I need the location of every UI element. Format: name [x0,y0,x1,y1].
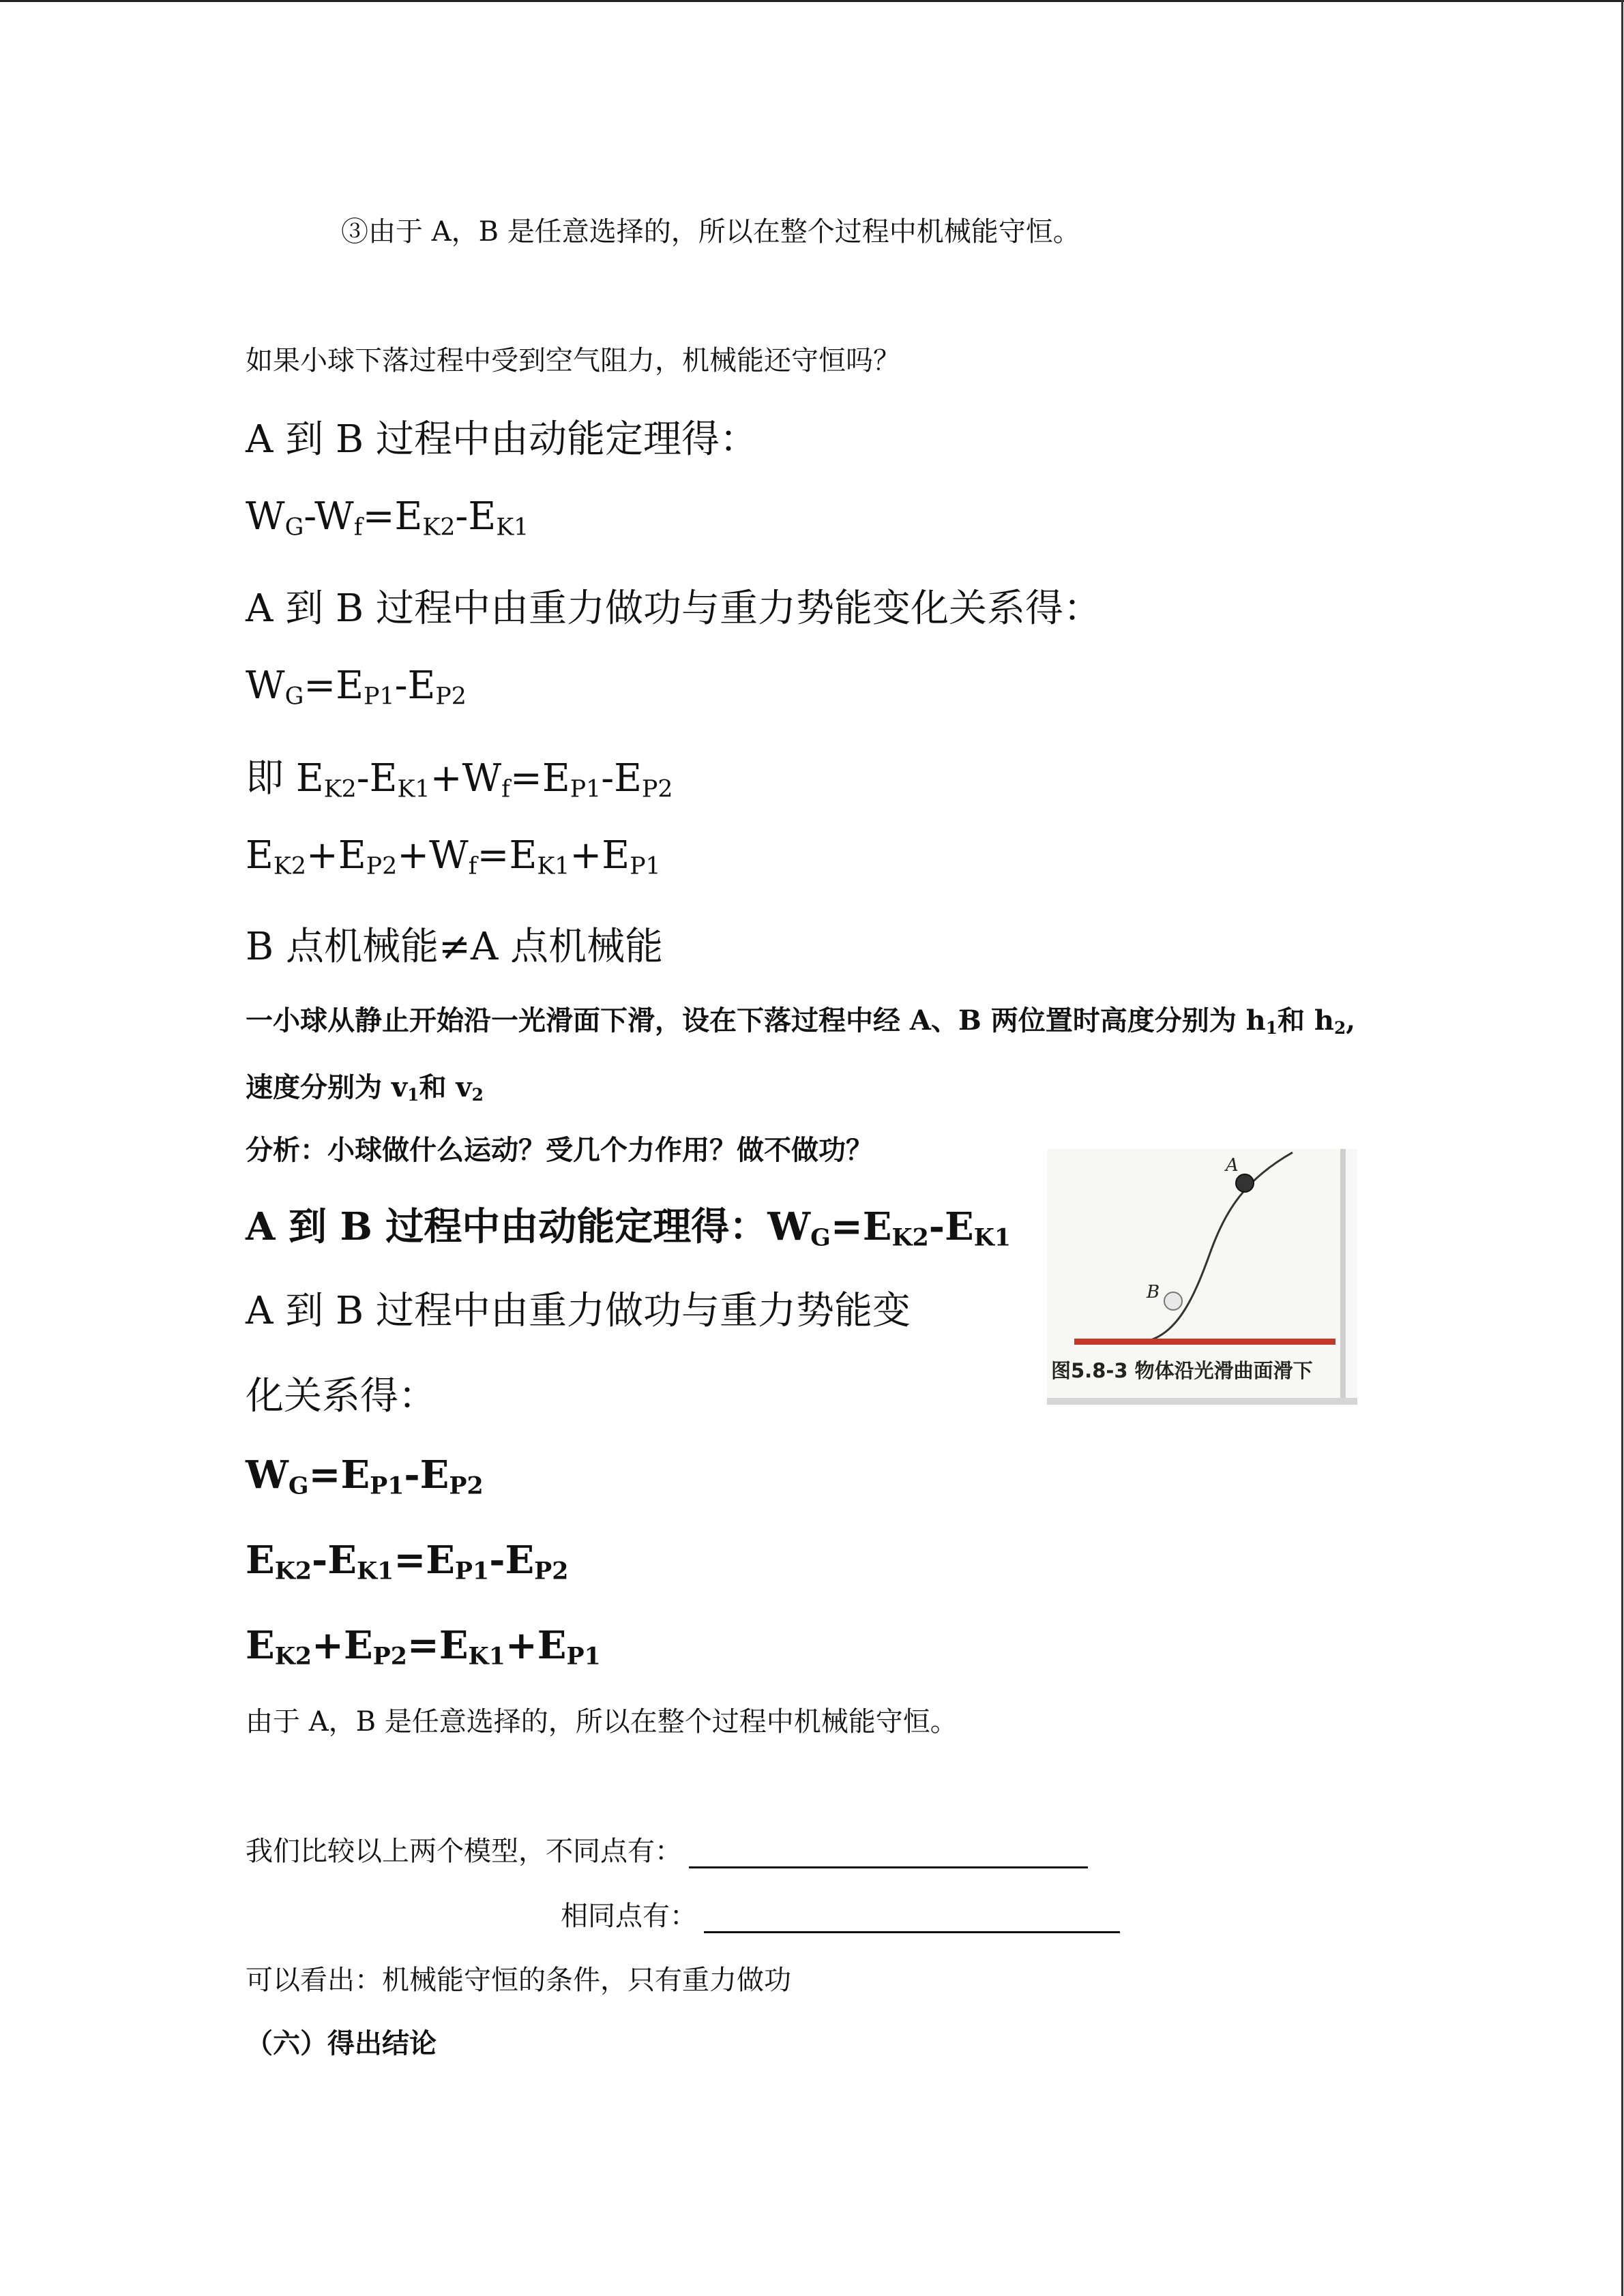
text-analysis: 分析：小球做什么运动？受几个力作用？做不做功？ [246,1134,873,1166]
equation-work-energy: $W_G-W_f=E_{K2}-E_{K1}$ [246,494,529,541]
equation-conservation-bold: $E_{K2}+E_{P2}=E_{K1}+E_{P1}$ [246,1623,601,1671]
ground-surface [1074,1339,1335,1345]
figure-label-a: A [1226,1155,1239,1176]
similarities-blank[interactable] [704,1904,1120,1933]
figure-label-b: B [1147,1282,1160,1302]
text-gravity-relation-2b: 化关系得： [246,1374,437,1418]
text-step3: ③由于 A，B 是任意选择的，所以在整个过程中机械能守恒。 [341,216,1080,248]
text-air-resistance-question: 如果小球下落过程中受到空气阻力，机械能还守恒吗？ [246,345,900,376]
equation-gravity-work: $W_G=E_{P1}-E_{P2}$ [246,664,467,711]
text-slide-problem-1: 一小球从静止开始沿一光滑面下滑，设在下落过程中经 A、B 两位置时高度分别为 $h_1$和 $h_2$, [246,1004,1356,1039]
text-mechanical-energy-not-equal: B 点机械能≠A 点机械能 [246,925,664,969]
figure-frame-bottom [1047,1398,1357,1405]
ball-b-icon [1164,1292,1182,1310]
figure-caption: 图5.8-3 物体沿光滑曲面滑下 [1051,1359,1313,1382]
equation-gravity-work-bold: $W_G=E_{P1}-E_{P2}$ [246,1452,484,1500]
text-compare-similarities: 相同点有： [561,1894,1120,1933]
text-kinetic-theorem-bold: A 到 B 过程中由动能定理得：$W_G=E_{K2}-E_{K1}$ [246,1204,1012,1252]
text-kinetic-theorem: A 到 B 过程中由动能定理得： [246,417,758,462]
ball-a-icon [1236,1174,1254,1192]
text-conclusion-any-choice: 由于 A，B 是任意选择的，所以在整个过程中机械能守恒。 [246,1706,958,1738]
text-compare-differences: 我们比较以上两个模型，不同点有： [246,1830,1088,1868]
text-gravity-relation: A 到 B 过程中由重力做功与重力势能变化关系得： [246,586,1102,631]
text-conservation-condition: 可以看出：机械能守恒的条件，只有重力做功 [246,1965,791,1996]
equation-energy-change-bold: $E_{K2}-E_{K1}=E_{P1}-E_{P2}$ [246,1538,569,1585]
equation-combined: 即 $E_{K2}-E_{K1}+W_f=E_{P1}-E_{P2}$ [246,756,673,803]
text-gravity-relation-2a: A 到 B 过程中由重力做功与重力势能变 [246,1289,911,1333]
page-right-border [1621,0,1623,2296]
page-top-border [0,0,1624,2]
figure-ball-on-curve [1047,1149,1357,1405]
text-slide-problem-2: 速度分别为 $v_1$和 $v_2$ [246,1071,484,1105]
figure-frame-edge [1340,1149,1346,1405]
equation-rearranged: $E_{K2}+E_{P2}+W_f=E_{K1}+E_{P1}$ [246,833,661,880]
section-heading-six: （六）得出结论 [246,2027,437,2059]
differences-blank[interactable] [689,1839,1088,1868]
